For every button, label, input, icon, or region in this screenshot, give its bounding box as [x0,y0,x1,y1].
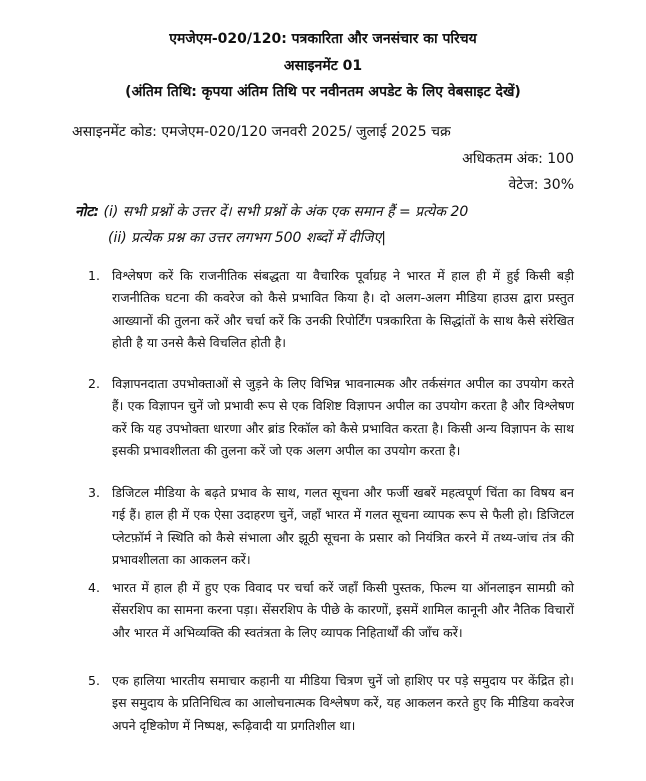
deadline-note: (अंतिम तिथि: कृपया अंतिम तिथि पर नवीनतम अपडेट के लिए वेबसाइट देखें) [125,84,521,100]
note-line-1 [75,202,468,221]
question-text: विश्लेषण करें कि राजनीतिक संबद्धता या वैचारिक पूर्वाग्रह ने भारत में हाल ही में हुई किसी बड़ी राजनीतिक घटना की कवरेज को कैसे प्रभावित किया है। दो अलग-अलग मीडिया हाउस द्वारा प्रस्तुत आख्यानों की तुलना करें और चर्चा करें कि उनकी रिपोर्टिंग पत्रकारिता के सिद्धांतों के साथ कैसे संरेखित होती है या उनसे कैसे विचलित होती है। [112,268,574,350]
max-marks: अधिकतम अंक: 100 [462,151,574,167]
course-title: एमजेएम-020/120: पत्रकारिता और जनसंचार का परिचय [169,31,477,47]
note-text-1: (i) सभी प्रश्नों के उत्तर दें। सभी प्रश्नों के अंक एक समान हैं = प्रत्येक 20 [103,204,469,220]
question-text: भारत में हाल ही में हुए एक विवाद पर चर्चा करें जहाँ किसी पुस्तक, फिल्म या ऑनलाइन सामग्री को सेंसरशिप का सामना करना पड़ा। सेंसरशिप के पीछे के कारणों, इसमें शामिल कानूनी और नैतिक विचारों और भारत में अभिव्यक्ति की स्वतंत्रता के लिए व्यापक निहितार्थों की जाँच करें। [112,580,574,640]
assignment-number: असाइनमेंट 01 [283,58,363,74]
question-number: 2. [88,376,100,391]
question-text: एक हालिया भारतीय समाचार कहानी या मीडिया चित्रण चुनें जो हाशिए पर पड़े समुदाय पर केंद्रित हो। इस समुदाय के प्रतिनिधित्व का आलोचनात्मक विश्लेषण करें, यह आकलन करते हुए कि मीडिया कवरेज अपने दृष्टिकोण में निष्पक्ष, रूढ़िवादी या प्रगतिशील था। [112,673,574,733]
question-text: विज्ञापनदाता उपभोक्ताओं से जुड़ने के लिए विभिन्न भावनात्मक और तर्कसंगत अपील का उपयोग करते हैं। एक विज्ञापन चुनें जो प्रभावी रूप से एक विशिष्ट विज्ञापन अपील का उपयोग करता है और विश्लेषण करें कि यह उपभोक्ता धारणा और ब्रांड रिकॉल को कैसे प्रभावित करता है। किसी अन्य विज्ञापन के साथ इसकी प्रभावशीलता की तुलना करें जो एक अलग अपील का उपयोग करता है। [112,376,574,458]
question-number: 3. [88,485,100,500]
question-number: 5. [88,673,100,688]
question-number: 1. [88,268,100,283]
note-label: नोट: [75,204,100,220]
weightage: वेटेज: 30% [508,177,574,193]
note-line-2: (ii) प्रत्येक प्रश्न का उत्तर लगभग 500 शब्दों में दीजिए| [108,230,386,246]
assignment-code: असाइनमेंट कोड: एमजेएम-020/120 जनवरी 2025/ जुलाई 2025 चक्र [72,124,451,140]
question-text: डिजिटल मीडिया के बढ़ते प्रभाव के साथ, गलत सूचना और फर्जी खबरें महत्वपूर्ण चिंता का विषय बन गई हैं। हाल ही में एक ऐसा उदाहरण चुनें, जहाँ भारत में गलत सूचना व्यापक रूप से फैली हो। डिजिटल प्लेटफ़ॉर्म ने स्थिति को कैसे संभाला और झूठी सूचना के प्रसार को नियंत्रित करने में तथ्य-जांच तंत्र की प्रभावशीलता का आकलन करें। [112,485,574,567]
question-number: 4. [88,580,100,595]
